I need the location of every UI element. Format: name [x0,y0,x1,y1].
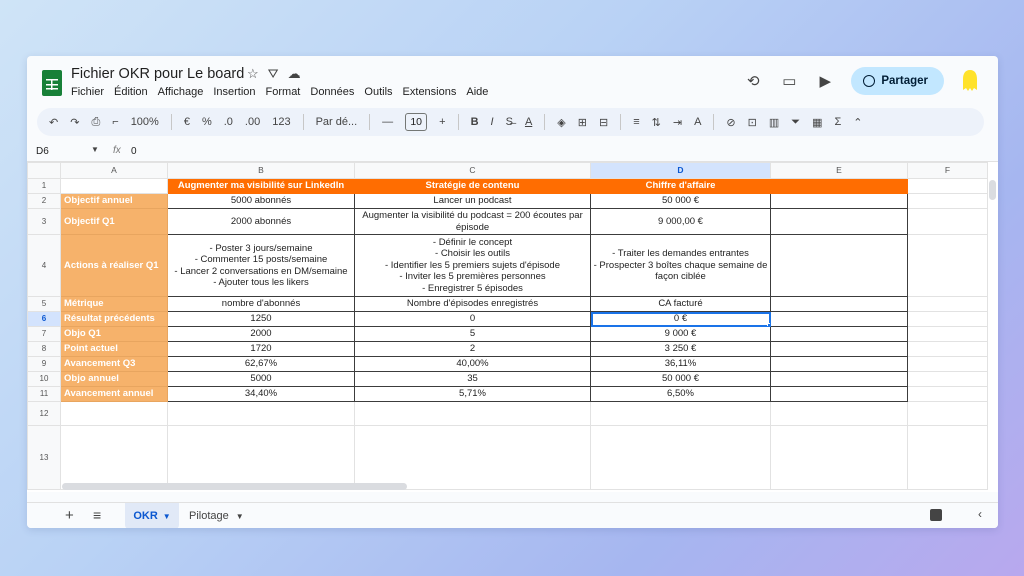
fx-icon: fx [113,145,121,156]
collapse-toolbar-icon[interactable]: ⌃ [853,116,863,129]
chevron-down-icon[interactable]: ▼ [162,511,171,521]
strikethrough-button[interactable]: S̶ [505,116,513,128]
cell-a13[interactable] [61,426,168,490]
cell-f8[interactable] [908,342,988,357]
sheet-tab-pilotage[interactable] [189,503,244,528]
decrease-font-size-button[interactable]: — [382,116,394,128]
vertical-align-icon[interactable]: ⇅ [651,116,661,129]
cell-b10[interactable]: 5000 [168,372,355,387]
cell-f6[interactable] [908,312,988,327]
cell-a1[interactable] [61,179,168,194]
cell-e8[interactable] [771,342,908,357]
column-header-b[interactable]: B [168,163,355,179]
cell-e6[interactable] [771,312,908,327]
insert-comment-icon[interactable]: ⊡ [747,116,757,129]
cell-f13[interactable] [908,426,988,490]
cell-d4[interactable]: - Traiter les demandes entrantes - Prospecter 3 boîtes chaque semaine de façon ciblée [591,235,771,297]
insert-link-icon[interactable]: ⊘ [726,116,736,129]
formula-bar [27,142,998,162]
menu-affichage[interactable]: Affichage [157,86,204,98]
cell-e9[interactable] [771,357,908,372]
sheet-tabs-bar [27,502,998,528]
redo-icon[interactable]: ↷ [70,116,80,129]
cell-e12[interactable] [771,402,908,426]
cell-e5[interactable] [771,297,908,312]
sheets-window [27,56,998,528]
row-header[interactable]: 4 [28,235,61,297]
text-color-button[interactable]: A [524,116,533,128]
cell-f2[interactable] [908,194,988,209]
toolbar-divider [620,114,621,130]
cell-d7[interactable]: 9 000 € [591,327,771,342]
sheet-tab-label: Pilotage [189,510,229,522]
insert-chart-icon[interactable]: ▥ [768,116,780,129]
cell-d12[interactable] [591,402,771,426]
row-header[interactable]: 7 [28,327,61,342]
cell-a12[interactable] [61,402,168,426]
increase-decimal-button[interactable]: .00 [244,116,261,128]
print-icon[interactable]: ⎙ [91,115,101,128]
collapse-side-panel-icon[interactable]: ‹ [978,507,982,521]
title-bar [27,56,998,106]
cell-b2[interactable]: 5000 abonnés [168,194,355,209]
cell-f9[interactable] [908,357,988,372]
filter-views-icon[interactable]: ▦ [812,116,823,129]
cell-e13[interactable] [771,426,908,490]
select-all-corner[interactable] [28,163,61,179]
paint-format-icon[interactable]: ⌐ [112,116,119,128]
table-row [28,372,988,387]
row-header[interactable]: 8 [28,342,61,357]
increase-font-size-button[interactable]: + [439,116,446,128]
row-header[interactable]: 2 [28,194,61,209]
functions-icon[interactable]: Σ [834,116,842,128]
column-header-c[interactable]: C [355,163,591,179]
more-formats-button[interactable]: 123 [272,116,291,128]
cell-a7[interactable]: Objo Q1 [61,327,168,342]
toolbar-divider [369,114,370,130]
table-row [28,402,988,426]
filter-icon[interactable]: ⏷ [791,115,801,128]
bold-button[interactable]: B [470,116,479,128]
cell-b12[interactable] [168,402,355,426]
borders-icon[interactable]: ⊞ [577,116,587,129]
cell-d10[interactable]: 50 000 € [591,372,771,387]
move-to-drive-icon[interactable]: ⛛ [267,66,279,81]
currency-format-button[interactable]: € [183,116,190,128]
cell-f7[interactable] [908,327,988,342]
cell-a9[interactable]: Avancement Q3 [61,357,168,372]
toolbar-divider [544,114,545,130]
cell-c1[interactable]: Stratégie de contenu [355,179,591,194]
cell-d1[interactable]: Chiffre d'affaire [591,179,771,194]
font-select[interactable]: Par dé... [315,116,358,128]
cell-a11[interactable]: Avancement annuel [61,387,168,402]
cell-b7[interactable]: 2000 [168,327,355,342]
table-row [28,312,988,327]
undo-icon[interactable]: ↶ [49,116,59,129]
row-header[interactable]: 13 [28,426,61,490]
title-icons [247,66,301,82]
column-header-e[interactable]: E [771,163,908,179]
cell-b5[interactable]: nombre d'abonnés [168,297,355,312]
cell-b11[interactable]: 34,40% [168,387,355,402]
cell-e11[interactable] [771,387,908,402]
menu-edition[interactable]: Édition [114,86,148,98]
table-row [28,387,988,402]
sheet-table [27,162,988,490]
active-cell-d6[interactable] [591,312,771,327]
cell-a2[interactable]: Objectif annuel [61,194,168,209]
cell-b8[interactable]: 1720 [168,342,355,357]
percent-format-button[interactable]: % [201,116,212,128]
cell-d13[interactable] [591,426,771,490]
top-right-actions [743,67,980,95]
text-rotation-icon[interactable]: A [694,116,702,128]
cell-a3[interactable]: Objectif Q1 [61,209,168,235]
table-row [28,194,988,209]
all-sheets-menu-icon[interactable]: ≡ [93,507,102,523]
cell-d2[interactable]: 50 000 € [591,194,771,209]
horizontal-align-icon[interactable]: ≡ [633,116,640,128]
cell-c7[interactable]: 5 [355,327,591,342]
fill-color-icon[interactable]: ◈ [557,116,566,129]
cell-e7[interactable] [771,327,908,342]
cloud-status-icon[interactable]: ☁ [287,66,301,81]
menu-format[interactable]: Format [265,86,301,98]
toolbar-divider [458,114,459,130]
cell-c5[interactable]: Nombre d'épisodes enregistrés [355,297,591,312]
table-row [28,209,988,235]
menu-outils[interactable]: Outils [364,86,393,98]
cell-c11[interactable]: 5,71% [355,387,591,402]
cell-c2[interactable]: Lancer un podcast [355,194,591,209]
italic-button[interactable]: I [490,116,494,128]
menu-insertion[interactable]: Insertion [213,86,256,98]
zoom-select[interactable]: 100% [130,116,159,128]
formula-input[interactable]: 0 [131,146,137,157]
cell-f1[interactable] [908,179,988,194]
explore-icon[interactable] [930,509,942,521]
toolbar-divider [713,114,714,130]
cell-f3[interactable] [908,209,988,235]
cell-b13[interactable] [168,426,355,490]
horizontal-scrollbar[interactable] [62,483,407,490]
row-header[interactable]: 1 [28,179,61,194]
cell-f11[interactable] [908,387,988,402]
cell-b6[interactable]: 1250 [168,312,355,327]
cell-d5[interactable]: CA facturé [591,297,771,312]
sheets-logo-icon[interactable] [42,70,62,96]
cell-b3[interactable]: 2000 abonnés [168,209,355,235]
document-title[interactable]: Fichier OKR pour Le board [71,66,245,82]
cell-d9[interactable]: 36,11% [591,357,771,372]
row-header[interactable]: 9 [28,357,61,372]
sheet-tab-label: OKR [133,510,158,522]
row-header[interactable]: 3 [28,209,61,235]
cell-a4[interactable]: Actions à réaliser Q1 [61,235,168,297]
menu-bar [71,86,488,98]
name-box[interactable]: D6 [36,146,49,157]
share-button[interactable] [851,67,944,95]
row-header[interactable]: 5 [28,297,61,312]
toolbar [37,108,984,136]
cell-f4[interactable] [908,235,988,297]
cell-d3[interactable]: 9 000,00 € [591,209,771,235]
cell-b4[interactable]: - Poster 3 jours/semaine - Commenter 15 posts/semaine - Lancer 2 conversations en DM/semaine - Ajouter tous les likers [168,235,355,297]
column-header-d[interactable]: D [591,163,771,179]
cell-e3[interactable] [771,209,908,235]
cell-c13[interactable] [355,426,591,490]
meet-icon[interactable]: ▶ [819,73,832,90]
cell-d11[interactable]: 6,50% [591,387,771,402]
row-header[interactable]: 6 [28,312,61,327]
cell-e4[interactable] [771,235,908,297]
cell-a5[interactable]: Métrique [61,297,168,312]
cell-a8[interactable]: Point actuel [61,342,168,357]
row-header[interactable]: 12 [28,402,61,426]
add-sheet-button[interactable]: + [65,507,74,524]
menu-aide[interactable]: Aide [466,86,489,98]
cell-c10[interactable]: 35 [355,372,591,387]
table-row [28,342,988,357]
toolbar-divider [303,114,304,130]
spreadsheet-grid[interactable] [27,162,998,492]
globe-icon [863,75,875,87]
cell-e1[interactable] [771,179,908,194]
row-header[interactable]: 11 [28,387,61,402]
avatar[interactable] [960,68,980,94]
cell-e10[interactable] [771,372,908,387]
table-row [28,426,988,490]
cell-b9[interactable]: 62,67% [168,357,355,372]
cell-c9[interactable]: 40,00% [355,357,591,372]
cell-a6[interactable]: Résultat précédents [61,312,168,327]
text-wrap-icon[interactable]: ⇥ [672,116,683,129]
decrease-decimal-button[interactable]: .0 [223,116,233,128]
cell-f10[interactable] [908,372,988,387]
cell-b1[interactable]: Augmenter ma visibilité sur LinkedIn [168,179,355,194]
table-row [28,235,988,297]
table-row [28,179,988,194]
cell-a10[interactable]: Objo annuel [61,372,168,387]
column-header-f[interactable]: F [908,163,988,179]
version-history-icon[interactable]: ⟲ [747,73,760,90]
cell-f5[interactable] [908,297,988,312]
fill-handle[interactable] [767,323,771,327]
chevron-down-icon[interactable]: ▼ [91,145,99,154]
share-label: Partager [881,75,928,87]
cell-c4[interactable]: - Définir le concept - Choisir les outils - Identifier les 5 premiers sujets d'épisode - Inviter les 5 premières personnes - Enregistrer 5 épisodes [355,235,591,297]
column-header-row [28,163,988,179]
sheet-tab-okr[interactable] [125,503,179,528]
table-row [28,357,988,372]
cell-c6[interactable]: 0 [355,312,591,327]
cell-c12[interactable] [355,402,591,426]
chevron-down-icon[interactable]: ▼ [235,511,244,521]
column-header-a[interactable]: A [61,163,168,179]
cell-d8[interactable]: 3 250 € [591,342,771,357]
cell-c3[interactable]: Augmenter la visibilité du podcast = 200 écoutes par épisode [355,209,591,235]
vertical-scrollbar[interactable] [989,180,996,200]
cell-c8[interactable]: 2 [355,342,591,357]
cell-d6-value: 0 € [673,313,688,325]
merge-cells-icon[interactable]: ⊟ [598,116,609,129]
menu-extensions[interactable]: Extensions [402,86,457,98]
toolbar-divider [171,114,172,130]
star-icon[interactable]: ☆ [247,66,259,81]
menu-donnees[interactable]: Données [310,86,355,98]
comments-icon[interactable]: ▭ [782,73,797,90]
table-row [28,327,988,342]
table-row [28,297,988,312]
cell-e2[interactable] [771,194,908,209]
cell-f12[interactable] [908,402,988,426]
row-header[interactable]: 10 [28,372,61,387]
font-size-input[interactable]: 10 [405,113,427,131]
menu-fichier[interactable]: Fichier [71,86,105,98]
